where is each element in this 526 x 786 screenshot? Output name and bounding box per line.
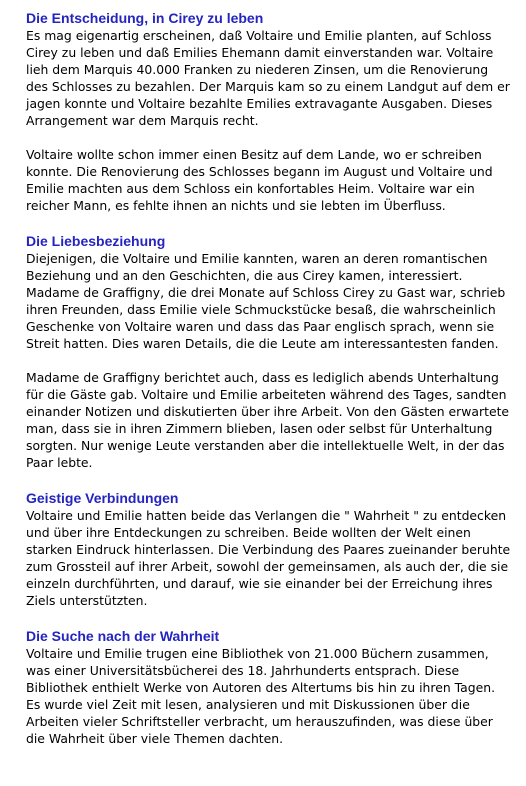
section-heading	[26, 628, 512, 644]
section-search-for-truth	[26, 628, 512, 747]
section-paragraph: Madame de Graffigny berichtet auch, dass es lediglich abends Unterhaltung für die Gäste gab. Voltaire und Emilie arbeiteten während des Tages, sandten einander Notizen und diskutierten über ihre Arbeit. Von den Gästen erwartete man, dass sie in ihren Zimmern blieben, lasen oder selbst für Unterhaltung sorgten. Nur wenige Leute verstanden aber die intellektuelle Welt, in der das Paar lebte.	[26, 370, 510, 470]
section-paragraph: Es mag eigenartig erscheinen, daß Voltaire und Emilie planten, auf Schloss Cirey zu leben und daß Emilies Ehemann damit einverstanden war. Voltaire lieh dem Marquis 40.000 Franken zu niederen Zinsen, um die Renovierung des Schlosses zu bezahlen. Der Marquis kam so zu einem Landgut auf dem er jagen konnte und Voltaire bezahlte Emilies extravagante Ausgaben. Dieses Arrangement war dem Marquis recht.	[26, 28, 510, 128]
section-heading-link[interactable]: Die Suche nach der Wahrheit	[26, 628, 220, 644]
section-decision-cirey	[26, 10, 512, 214]
section-heading	[26, 233, 512, 249]
section-paragraph: Voltaire wollte schon immer einen Besitz auf dem Lande, wo er schreiben konnte. Die Renovierung des Schlosses begann im August und Voltaire und Emilie machten aus dem Schloss ein konfortables Heim. Voltaire war ein reicher Mann, es fehlte ihnen an nichts und sie lebten im Überfluss.	[26, 147, 493, 213]
section-heading-link[interactable]: Geistige Verbindungen	[26, 490, 179, 506]
section-paragraph: Voltaire und Emilie trugen eine Bibliothek von 21.000 Büchern zusammen, was einer Universitätsbücherei des 18. Jahrhunderts entsprach. Diese Bibliothek enthielt Werke von Autoren des Altertums bis hin zu ihren Tagen. Es wurde viel Zeit mit lesen, analysieren und mit Diskussionen über die Arbeiten vieler Schriftsteller verbracht, um herauszufinden, was diese über die Wahrheit über viele Themen dachten.	[26, 646, 496, 746]
section-heading-link[interactable]: Die Entscheidung, in Cirey zu leben	[26, 10, 264, 26]
section-intellectual-connections	[26, 490, 512, 609]
section-heading	[26, 10, 512, 26]
section-love-relationship	[26, 233, 512, 471]
section-paragraph: Diejenigen, die Voltaire und Emilie kannten, waren an deren romantischen Beziehung und an den Geschichten, die aus Cirey kamen, interessiert. Madame de Graffigny, die drei Monate auf Schloss Cirey zu Gast war, schrieb ihren Freunden, dass Emilie viele Schmuckstücke besaß, die wahrscheinlich Geschenke von Voltaire waren und dass das Paar englisch sprach, wenn sie Streit hatten. Dies waren Details, die die Leute am interessantesten fanden.	[26, 251, 506, 351]
section-heading-link[interactable]: Die Liebesbeziehung	[26, 233, 166, 249]
section-heading	[26, 490, 512, 506]
section-paragraph: Voltaire und Emilie hatten beide das Verlangen die " Wahrheit " zu entdecken und über ihre Entdeckungen zu schreiben. Beide wollten der Welt einen starken Eindruck hinterlassen. Die Verbindung des Paares zueinander beruhte zum Grossteil auf ihrer Arbeit, sowohl der gemeinsamen, als auch der, die sie einzeln durchführten, und darauf, wie sie einander bei der Erreichung ihres Ziels unterstützten.	[26, 508, 511, 608]
